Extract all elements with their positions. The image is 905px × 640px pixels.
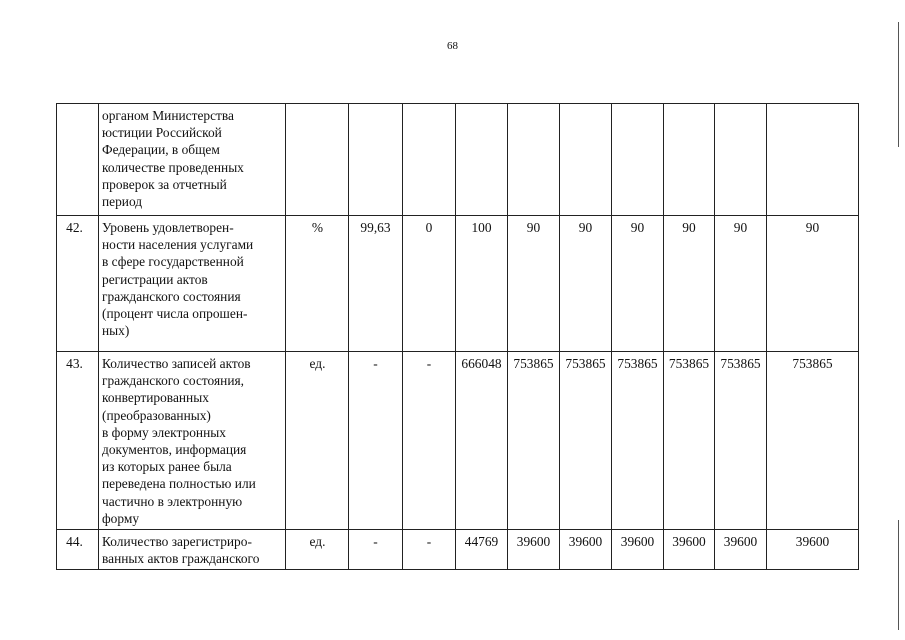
table-cell xyxy=(57,104,99,216)
value-cell: 753865 xyxy=(612,352,664,530)
value-cell: 90 xyxy=(508,216,560,352)
value-cell: 39600 xyxy=(767,530,859,570)
table-row-continuation xyxy=(57,104,859,216)
value-cell: 39600 xyxy=(612,530,664,570)
indicator-description: Количество записей актов гражданского состояния, конвертированных (преобразованных) в форму электронных документов, информация из которых ранее была переведена полностью или частично в электронную форму xyxy=(99,352,286,530)
indicators-table xyxy=(56,103,859,570)
value-cell: 666048 xyxy=(456,352,508,530)
table-cell xyxy=(767,104,859,216)
row-number: 42. xyxy=(57,216,99,352)
value-cell: 90 xyxy=(715,216,767,352)
value-cell: 99,63 xyxy=(349,216,403,352)
value-cell: - xyxy=(403,352,456,530)
table-row xyxy=(57,352,859,530)
value-cell: - xyxy=(349,530,403,570)
value-cell: 0 xyxy=(403,216,456,352)
table-cell xyxy=(715,104,767,216)
indicator-description: Количество зарегистриро- ванных актов гражданского xyxy=(99,530,286,570)
value-cell: 90 xyxy=(560,216,612,352)
value-cell: 39600 xyxy=(715,530,767,570)
value-cell: 39600 xyxy=(508,530,560,570)
value-cell: 39600 xyxy=(664,530,715,570)
table-row xyxy=(57,530,859,570)
value-cell: 753865 xyxy=(560,352,612,530)
table-cell xyxy=(508,104,560,216)
value-cell: 753865 xyxy=(508,352,560,530)
table-cell xyxy=(403,104,456,216)
table-cell xyxy=(612,104,664,216)
unit-cell: ед. xyxy=(286,352,349,530)
value-cell: 39600 xyxy=(560,530,612,570)
table-cell xyxy=(456,104,508,216)
table-row xyxy=(57,216,859,352)
value-cell: 100 xyxy=(456,216,508,352)
page-number: 68 xyxy=(447,40,458,52)
value-cell: - xyxy=(403,530,456,570)
table-cell xyxy=(286,104,349,216)
value-cell: 753865 xyxy=(664,352,715,530)
value-cell: 44769 xyxy=(456,530,508,570)
value-cell: 753865 xyxy=(715,352,767,530)
table-cell xyxy=(664,104,715,216)
unit-cell: % xyxy=(286,216,349,352)
indicator-description: Уровень удовлетворен- ности населения услугами в сфере государственной регистрации актов гражданского состояния (процент числа опрошен- ных) xyxy=(99,216,286,352)
table-cell xyxy=(560,104,612,216)
table-cell xyxy=(349,104,403,216)
row-number: 44. xyxy=(57,530,99,570)
scan-edge-mark xyxy=(898,22,899,147)
scan-edge-mark xyxy=(898,520,899,630)
row-number: 43. xyxy=(57,352,99,530)
value-cell: 90 xyxy=(767,216,859,352)
indicator-description: органом Министерства юстиции Российской Федерации, в общем количестве проведенных проверок за отчетный период xyxy=(99,104,286,216)
value-cell: 753865 xyxy=(767,352,859,530)
value-cell: - xyxy=(349,352,403,530)
value-cell: 90 xyxy=(664,216,715,352)
unit-cell: ед. xyxy=(286,530,349,570)
value-cell: 90 xyxy=(612,216,664,352)
